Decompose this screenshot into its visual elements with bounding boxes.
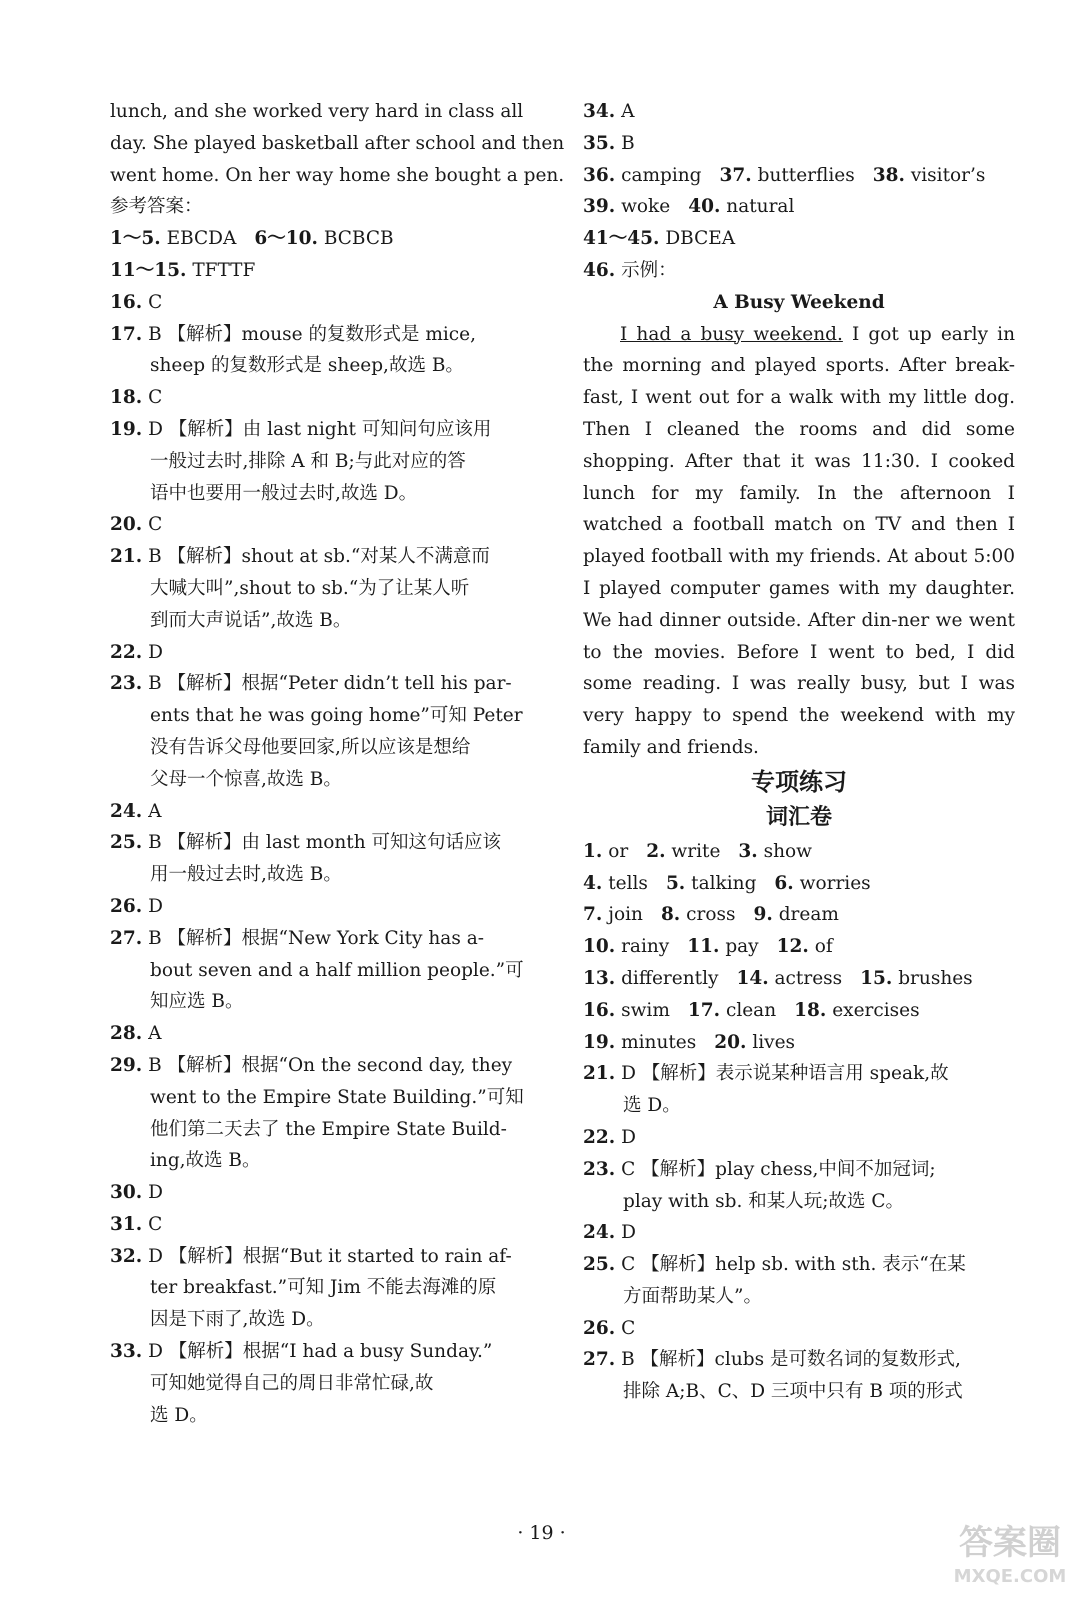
answer-row — [583, 931, 1015, 963]
essay-body — [583, 319, 1015, 764]
answer-number: 25. — [110, 832, 143, 854]
answer-continuation: ing,故选 B。 — [150, 1150, 261, 1172]
essay-title: A Busy Weekend — [713, 291, 885, 313]
answer-number: 26. — [583, 1317, 616, 1339]
answer-text: B 【解析】根据“Peter didn’t tell his par- — [148, 673, 512, 695]
answer-text: B 【解析】mouse 的复数形式是 mice, — [148, 323, 477, 345]
answer-number: 18. — [794, 999, 827, 1021]
answer-number: 20. — [110, 514, 143, 536]
answer-number: 7. — [583, 904, 603, 926]
answer-continuation: 知应选 B。 — [150, 991, 244, 1013]
answer-text: B 【解析】根据“New York City has a- — [148, 927, 484, 949]
answer-continuation: 没有告诉父母他要回家,所以应该是想给 — [150, 736, 471, 758]
answer-text: B 【解析】shout at sb.“对某人不满意而 — [148, 546, 490, 568]
answer-text: tells — [608, 872, 648, 894]
answer-text: B — [621, 132, 635, 154]
answer-number: 17. — [110, 323, 143, 345]
answer-row — [583, 868, 1015, 900]
answer-item — [110, 319, 542, 351]
answer-text: or — [608, 840, 629, 862]
answer-text: D 【解析】根据“But it started to rain af- — [148, 1245, 512, 1267]
right-answer-list-top — [583, 96, 1015, 287]
left-column — [110, 96, 565, 1431]
answer-label: 参考答案： — [110, 196, 203, 218]
answer-item — [110, 923, 542, 955]
answer-text: show — [763, 840, 813, 862]
answer-item — [110, 255, 542, 287]
answer-text: write — [671, 840, 721, 862]
answer-text: natural — [726, 196, 795, 218]
answer-number: 8. — [660, 904, 681, 926]
answer-number: 20. — [714, 1031, 747, 1053]
answer-continuation: ter breakfast.”可知 Jim 不能去海滩的原 — [150, 1277, 497, 1299]
answer-number: 14. — [736, 967, 769, 989]
answer-text: rainy — [621, 936, 670, 958]
answer-text: dream — [778, 904, 839, 926]
answer-text: C — [148, 387, 163, 409]
answer-text: D — [148, 1182, 163, 1204]
watermark-logo — [945, 1512, 1075, 1592]
answer-continuation: 选 D。 — [623, 1095, 681, 1117]
answer-item — [583, 1058, 1015, 1090]
intro-line: day. She played basketball after school and then — [110, 132, 565, 154]
answer-item — [110, 1018, 542, 1050]
answer-number: 30. — [110, 1182, 143, 1204]
answer-item — [110, 414, 542, 446]
answer-number: 6～10. — [254, 228, 318, 250]
answer-text: visitor’s — [910, 164, 986, 186]
answer-number: 28. — [110, 1023, 143, 1045]
answer-number: 38. — [872, 164, 905, 186]
answer-number: 37. — [719, 164, 752, 186]
essay-rest: I got up early in the morning and played sports. After break-fast, I went out for a walk with my little dog. Then I cleaned the rooms and did some shopping. After that it was 11:30. I cooked lunch for my family. In the afternoon I watched a football match on TV and then I played football with my friends. At about 5:00 I played computer games with my daughter. We had dinner outside. After din-ner we went to the movies. Before I went to bed, I did some reading. I was really busy, but I was very happy to spend the weekend with my family and friends. — [583, 323, 1015, 758]
answer-row — [583, 1027, 1015, 1059]
answer-text: cross — [686, 904, 736, 926]
answer-text: lives — [752, 1031, 796, 1053]
answer-row — [583, 255, 1015, 287]
answer-text: C 【解析】play chess,中间不加冠词; — [621, 1158, 936, 1180]
answer-item — [583, 1122, 1015, 1154]
answer-text: swim — [621, 999, 670, 1021]
answer-number: 16. — [583, 999, 616, 1021]
answer-row — [583, 128, 1015, 160]
answer-number: 40. — [688, 196, 721, 218]
answer-number: 9. — [753, 904, 773, 926]
answer-item — [110, 891, 542, 923]
answer-text: woke — [621, 196, 671, 218]
answer-text: D 【解析】由 last night 可知问句应该用 — [148, 418, 492, 440]
answer-text: EBCDA — [166, 228, 237, 250]
answer-item — [583, 1313, 1015, 1345]
answer-number: 26. — [110, 895, 143, 917]
answer-number: 24. — [110, 800, 143, 822]
answer-item — [110, 509, 542, 541]
answer-number: 34. — [583, 101, 616, 122]
answer-continuation: 他们第二天去了 the Empire State Build- — [150, 1118, 507, 1140]
answer-continuation: 父母一个惊喜,故选 B。 — [150, 768, 342, 790]
right-column — [583, 96, 1015, 1408]
answer-continuation: 因是下雨了,故选 D。 — [150, 1309, 325, 1331]
answer-continuation: 大喊大叫”,shout to sb.“为了让某人听 — [150, 577, 470, 599]
answer-row — [583, 963, 1015, 995]
answer-number: 15. — [860, 967, 893, 989]
answer-text: actress — [774, 967, 843, 989]
answer-number: 13. — [583, 967, 616, 989]
answer-text: join — [608, 904, 643, 926]
answer-row — [583, 899, 1015, 931]
answer-text: of — [814, 936, 833, 958]
answer-text: C — [148, 1213, 163, 1235]
answer-continuation: 到而大声说话”,故选 B。 — [150, 609, 352, 631]
answer-text: A — [621, 101, 635, 122]
watermark-text: 答案圈 — [959, 1523, 1061, 1563]
answer-row — [583, 160, 1015, 192]
answer-number: 21. — [110, 546, 143, 568]
answer-number: 4. — [583, 872, 603, 894]
answer-number: 23. — [110, 673, 143, 695]
answer-item — [583, 1344, 1015, 1376]
answer-number: 22. — [110, 641, 143, 663]
answer-text: talking — [691, 872, 757, 894]
answer-row — [583, 96, 1015, 128]
answer-item — [110, 1050, 542, 1082]
answer-text: A — [148, 1023, 162, 1045]
answer-item — [110, 541, 542, 573]
answer-continuation: 可知她觉得自己的周日非常忙碌,故 — [150, 1372, 434, 1394]
answer-text: D 【解析】表示说某种语言用 speak,故 — [621, 1063, 949, 1085]
answer-item — [110, 637, 542, 669]
answer-item — [583, 1217, 1015, 1249]
answer-text: exercises — [832, 999, 920, 1021]
answer-text: C — [621, 1317, 636, 1339]
answer-number: 18. — [110, 387, 143, 409]
answer-continuation: play with sb. 和某人玩;故选 C。 — [623, 1190, 904, 1212]
answer-text: TFTTF — [192, 259, 256, 281]
answer-continuation: 一般过去时,排除 A 和 B;与此对应的答 — [150, 450, 466, 472]
answer-number: 19. — [110, 418, 143, 440]
answer-number: 27. — [583, 1349, 616, 1371]
intro-line: lunch, and she worked very hard in class all — [110, 101, 524, 122]
answer-item — [110, 827, 542, 859]
answer-text: 示例： — [621, 259, 677, 281]
answer-continuation: 选 D。 — [150, 1404, 208, 1426]
intro-line: went home. On her way home she bought a pen. — [110, 164, 565, 186]
answer-item — [583, 1249, 1015, 1281]
answer-text: brushes — [898, 967, 973, 989]
answer-number: 21. — [583, 1063, 616, 1085]
answer-number: 1～5. — [110, 228, 161, 250]
intro-passage — [110, 96, 565, 191]
answer-text: C — [148, 291, 163, 313]
answer-item — [110, 796, 542, 828]
answer-item — [110, 668, 542, 700]
answer-continuation: ents that he was going home”可知 Peter — [150, 705, 523, 727]
answer-number: 12. — [776, 936, 809, 958]
answer-text: pay — [725, 936, 759, 958]
answer-number: 22. — [583, 1126, 616, 1148]
watermark-sub: MXQE.COM — [953, 1566, 1067, 1587]
left-answer-list — [110, 223, 542, 1431]
answer-number: 3. — [738, 840, 758, 862]
answer-text: butterflies — [757, 164, 855, 186]
answer-text: differently — [621, 967, 719, 989]
answer-item — [110, 1241, 542, 1273]
answer-item — [110, 382, 542, 414]
answer-row — [583, 836, 1015, 868]
answer-continuation: bout seven and a half million people.”可 — [150, 959, 524, 981]
answer-text: D — [621, 1126, 636, 1148]
answer-text: C 【解析】help sb. with sth. 表示“在某 — [621, 1254, 966, 1276]
answer-item — [583, 1154, 1015, 1186]
answer-number: 17. — [687, 999, 721, 1021]
answer-number: 46. — [583, 259, 616, 281]
page-number: · 19 · — [517, 1522, 566, 1544]
answer-number: 35. — [583, 132, 616, 154]
answer-number: 1. — [583, 840, 603, 862]
answer-number: 29. — [110, 1054, 143, 1076]
essay-first-sentence: I had a busy weekend. — [620, 323, 843, 345]
answer-text: BCBCB — [323, 228, 394, 250]
answer-row — [583, 191, 1015, 223]
answer-continuation: sheep 的复数形式是 sheep,故选 B。 — [150, 355, 464, 377]
vocab-explanation-list — [583, 1058, 1015, 1408]
answer-number: 32. — [110, 1245, 143, 1267]
answer-number: 27. — [110, 927, 143, 949]
sub-title: 词汇卷 — [765, 804, 832, 830]
answer-text: DBCEA — [665, 228, 736, 250]
answer-number: 19. — [583, 1031, 616, 1053]
answer-text: clean — [725, 999, 777, 1021]
answer-number: 24. — [583, 1222, 616, 1244]
answer-item — [110, 1336, 542, 1368]
answer-text: camping — [621, 164, 702, 186]
answer-continuation: 方面帮助某人”。 — [623, 1285, 762, 1307]
answer-text: worries — [799, 872, 871, 894]
answer-number: 23. — [583, 1158, 616, 1180]
vocab-answer-list — [583, 836, 1015, 1059]
answer-number: 39. — [583, 196, 616, 218]
answer-number: 25. — [583, 1254, 616, 1276]
answer-number: 2. — [646, 840, 666, 862]
answer-text: D — [621, 1222, 636, 1244]
answer-text: D — [148, 641, 163, 663]
answer-number: 33. — [110, 1341, 143, 1363]
answer-number: 41～45. — [583, 228, 660, 250]
answer-continuation: went to the Empire State Building.”可知 — [150, 1086, 524, 1108]
answer-text: C — [148, 514, 163, 536]
answer-continuation: 排除 A;B、C、D 三项中只有 B 项的形式 — [623, 1381, 963, 1403]
answer-number: 11～15. — [110, 259, 187, 281]
answer-continuation: 语中也要用一般过去时,故选 D。 — [150, 482, 418, 504]
answer-text: B 【解析】clubs 是可数名词的复数形式, — [621, 1349, 961, 1371]
answer-text: B 【解析】由 last month 可知这句话应该 — [148, 832, 502, 854]
answer-item — [110, 1209, 542, 1241]
answer-text: minutes — [621, 1031, 697, 1053]
answer-number: 16. — [110, 291, 143, 313]
answer-item — [110, 1177, 542, 1209]
answer-text: B 【解析】根据“On the second day, they — [148, 1054, 513, 1076]
answer-text: A — [148, 800, 162, 822]
answer-number: 5. — [665, 872, 686, 894]
answer-number: 11. — [687, 936, 720, 958]
answer-row — [583, 995, 1015, 1027]
answer-number: 36. — [583, 164, 616, 186]
answer-item — [110, 287, 542, 319]
section-title: 专项练习 — [751, 767, 847, 796]
answer-number: 10. — [583, 936, 616, 958]
answer-number: 6. — [774, 872, 794, 894]
answer-row — [583, 223, 1015, 255]
answer-number: 31. — [110, 1213, 143, 1235]
answer-continuation: 用一般过去时,故选 B。 — [150, 864, 342, 886]
answer-item — [110, 223, 542, 255]
answer-text: D 【解析】根据“I had a busy Sunday.” — [148, 1341, 493, 1363]
answer-text: D — [148, 895, 163, 917]
